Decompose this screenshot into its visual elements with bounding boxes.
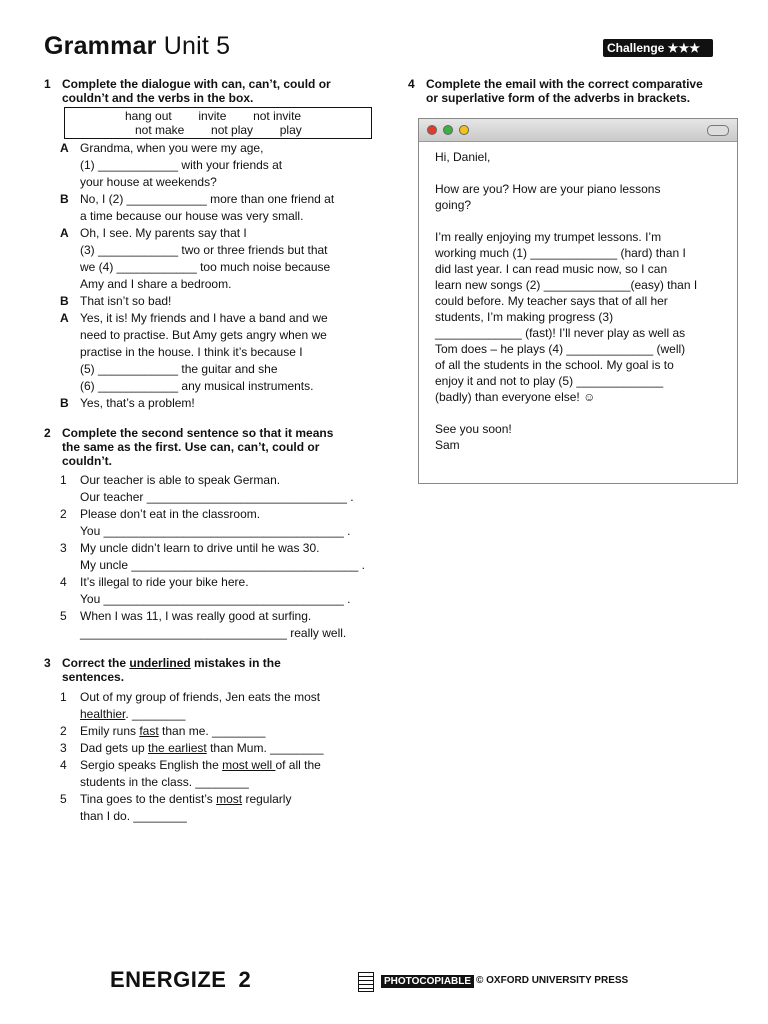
item-text: It’s illegal to ride your bike here.: [80, 575, 249, 589]
email-line: working much (1) _____________ (hard) than I: [435, 246, 686, 260]
item-number: 5: [60, 792, 67, 806]
q4-instruction: [426, 77, 703, 105]
item-text-after: . ________: [125, 707, 186, 721]
q1-instr-line2: couldn’t and the verbs in the box.: [62, 91, 254, 105]
dialogue-text: Yes, it is! My friends and I have a band and we: [80, 311, 328, 325]
exercise-line: [60, 574, 249, 591]
item-number: 4: [60, 758, 67, 772]
item-number: 3: [60, 741, 67, 755]
underlined-mistake: fast: [139, 724, 159, 738]
exercise-line: [60, 740, 324, 757]
item-text: students in the class. ________: [80, 775, 249, 789]
exercise-line: [60, 557, 365, 574]
dialogue-line: [60, 378, 313, 395]
exercise-line: [60, 472, 280, 489]
item-text: You ____________________________________ .: [80, 592, 351, 606]
email-body: [435, 149, 697, 453]
item-number: 4: [60, 575, 67, 589]
dialogue-line: [60, 191, 334, 208]
dialogue-text: (6) ____________ any musical instruments.: [80, 379, 314, 393]
speaker-label: B: [60, 294, 69, 308]
item-text: You ____________________________________ .: [80, 524, 351, 538]
email-line: [435, 165, 697, 181]
q3-instr-underlined: underlined: [129, 656, 191, 670]
photocopiable-label: PHOTOCOPIABLE: [381, 975, 474, 988]
dialogue-text: Amy and I share a bedroom.: [80, 277, 232, 291]
underlined-mistake: healthier: [80, 707, 126, 721]
q1-instruction: [62, 77, 331, 105]
dialogue-text: Grandma, when you were my age,: [80, 141, 264, 155]
page-title: [44, 32, 230, 61]
dialogue-line: [60, 293, 171, 310]
logo-text: ENERGIZE: [110, 967, 227, 992]
item-text-after: than me. ________: [158, 724, 266, 738]
q2-instr-line1: Complete the second sentence so that it means: [62, 426, 334, 440]
dialogue-text: (3) ____________ two or three friends but that: [80, 243, 328, 257]
title-unit: Unit 5: [163, 32, 231, 60]
verb-box-row-2: not make not play play: [135, 123, 302, 137]
exercise-line: [60, 808, 187, 825]
q3-instr-b: mistakes in the: [190, 656, 281, 670]
publisher-text: © OXFORD UNIVERSITY PRESS: [476, 975, 629, 986]
q3-instr-line1: [62, 656, 281, 670]
speaker-label: B: [60, 192, 69, 206]
dialogue-text: need to practise. But Amy gets angry when we: [80, 328, 327, 342]
q4-instr-line1: Complete the email with the correct comparative: [426, 77, 703, 91]
q3-instr-a: Correct the: [62, 656, 130, 670]
email-line: learn new songs (2) _____________(easy) than I: [435, 278, 698, 292]
item-text: Our teacher is able to speak German.: [80, 473, 281, 487]
maximize-dot-icon: [443, 125, 453, 135]
item-number: 2: [60, 724, 67, 738]
dialogue-text: (1) ____________ with your friends at: [80, 158, 283, 172]
item-text: Out of my group of friends, Jen eats the most: [80, 690, 321, 704]
email-line: of all the students in the school. My goal is to: [435, 358, 674, 372]
item-number: 1: [60, 473, 67, 487]
exercise-line: [60, 608, 311, 625]
exercise-line: [60, 625, 346, 642]
item-text: _______________________________ really well.: [80, 626, 347, 640]
q3-number: 3: [44, 656, 51, 670]
q2-instruction: [62, 426, 333, 468]
item-text-after: than Mum. ________: [206, 741, 324, 755]
item-text: Dad gets up: [80, 741, 149, 755]
dialogue-line: [60, 327, 327, 344]
email-line: (badly) than everyone else! ☺: [435, 390, 596, 404]
email-line: going?: [435, 198, 472, 212]
item-text: Emily runs: [80, 724, 140, 738]
exercise-line: [60, 774, 249, 791]
dialogue-line: [60, 344, 303, 361]
dialogue-line: [60, 395, 195, 412]
dialogue-text: a time because our house was very small.: [80, 209, 304, 223]
dialogue-line: [60, 259, 330, 276]
window-pill-icon: [707, 125, 729, 136]
exercise-line: [60, 791, 291, 808]
q1-instr-line1: Complete the dialogue with can, can’t, could or: [62, 77, 331, 91]
underlined-mistake: most: [216, 792, 243, 806]
item-number: 1: [60, 690, 67, 704]
dialogue-text: Oh, I see. My parents say that I: [80, 226, 247, 240]
email-titlebar: [419, 119, 737, 142]
item-number: 2: [60, 507, 67, 521]
verb-box: [64, 107, 372, 139]
exercise-line: [60, 523, 351, 540]
exercise-line: [60, 689, 320, 706]
underlined-mistake: the earliest: [148, 741, 207, 755]
challenge-badge: Challenge ★★★: [603, 39, 713, 57]
dialogue-line: [60, 140, 263, 157]
energize-logo: [110, 967, 251, 993]
speaker-label: A: [60, 226, 69, 240]
exercise-line: [60, 706, 185, 723]
exercise-line: [60, 757, 321, 774]
verb-box-row-1: hang out invite not invite: [125, 109, 302, 123]
email-line: [435, 213, 697, 229]
item-text-after: of all the: [275, 758, 321, 772]
dialogue-text: Yes, that’s a problem!: [80, 396, 195, 410]
dialogue-text: That isn’t so bad!: [80, 294, 172, 308]
q2-instr-line2: the same as the first. Use can, can’t, could or: [62, 440, 320, 454]
dialogue-text: No, I (2) ____________ more than one friend at: [80, 192, 335, 206]
speaker-label: B: [60, 396, 69, 410]
dialogue-line: [60, 310, 328, 327]
item-text: When I was 11, I was really good at surfing.: [80, 609, 312, 623]
dialogue-line: [60, 225, 247, 242]
underlined-mistake: most well: [222, 758, 276, 772]
exercise-line: [60, 723, 265, 740]
item-text: My uncle didn’t learn to drive until he was 30.: [80, 541, 320, 555]
q2-number: 2: [44, 426, 51, 440]
dialogue-line: [60, 208, 303, 225]
exercise-line: [60, 489, 354, 506]
photocopy-icon: [358, 972, 374, 992]
dialogue-text: we (4) ____________ too much noise because: [80, 260, 331, 274]
email-line: did last year. I can read music now, so I can: [435, 262, 668, 276]
email-line: students, I’m making progress (3): [435, 310, 614, 324]
email-line: I’m really enjoying my trumpet lessons. I’m: [435, 230, 662, 244]
item-text-after: regularly: [242, 792, 292, 806]
email-line: could before. My teacher says that of all her: [435, 294, 668, 308]
minimize-dot-icon: [459, 125, 469, 135]
q4-number: 4: [408, 77, 415, 91]
dialogue-text: your house at weekends?: [80, 175, 217, 189]
speaker-label: A: [60, 311, 69, 325]
dialogue-line: [60, 174, 217, 191]
dialogue-line: [60, 276, 231, 293]
title-bold: Grammar: [44, 32, 157, 60]
item-text: Tina goes to the dentist’s: [80, 792, 217, 806]
exercise-line: [60, 506, 260, 523]
item-number: 3: [60, 541, 67, 555]
email-line: [435, 405, 697, 421]
email-line: How are you? How are your piano lessons: [435, 182, 661, 196]
item-text: than I do. ________: [80, 809, 187, 823]
logo-level: 2: [238, 967, 252, 992]
email-line: See you soon!: [435, 422, 512, 436]
item-text: Sergio speaks English the: [80, 758, 223, 772]
q2-instr-line3: couldn’t.: [62, 454, 112, 468]
email-line: Tom does – he plays (4) _____________ (well): [435, 342, 686, 356]
item-text: Please don’t eat in the classroom.: [80, 507, 261, 521]
q1-number: 1: [44, 77, 51, 91]
email-line: enjoy it and not to play (5) _____________: [435, 374, 664, 388]
item-number: 5: [60, 609, 67, 623]
item-text: Our teacher ______________________________ .: [80, 490, 354, 504]
dialogue-text: (5) ____________ the guitar and she: [80, 362, 278, 376]
dialogue-line: [60, 361, 278, 378]
exercise-line: [60, 540, 319, 557]
dialogue-text: practise in the house. I think it’s because I: [80, 345, 303, 359]
exercise-line: [60, 591, 351, 608]
q4-instr-line2: or superlative form of the adverbs in brackets.: [426, 91, 691, 105]
email-line: Sam: [435, 438, 460, 452]
item-text: My uncle __________________________________ .: [80, 558, 365, 572]
speaker-label: A: [60, 141, 69, 155]
email-line: Hi, Daniel,: [435, 150, 491, 164]
close-dot-icon: [427, 125, 437, 135]
email-window: [418, 118, 738, 484]
dialogue-line: [60, 157, 282, 174]
q3-instr-line2: sentences.: [62, 670, 125, 684]
q3-instruction: [62, 656, 281, 684]
dialogue-line: [60, 242, 328, 259]
email-line: _____________ (fast)! I’ll never play as well as: [435, 326, 686, 340]
